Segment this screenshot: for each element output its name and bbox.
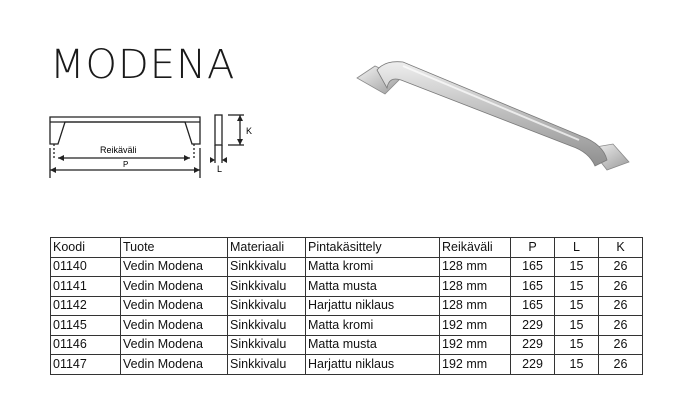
cell-finish: Matta musta (306, 335, 440, 355)
col-header-material: Materiaali (228, 238, 306, 258)
col-header-l: L (555, 238, 599, 258)
cell-code: 01146 (51, 335, 121, 355)
cell-p: 229 (511, 335, 555, 355)
cell-code: 01140 (51, 257, 121, 277)
cell-finish: Matta musta (306, 277, 440, 297)
cell-finish: Harjattu niklaus (306, 355, 440, 375)
cell-p: 165 (511, 257, 555, 277)
table-row (51, 316, 643, 336)
cell-product: Vedin Modena (121, 316, 228, 336)
cell-hole-spacing: 192 mm (440, 316, 511, 336)
cell-p: 165 (511, 296, 555, 316)
cell-code: 01147 (51, 355, 121, 375)
cell-l: 15 (555, 296, 599, 316)
cell-material: Sinkkivalu (228, 296, 306, 316)
cell-hole-spacing: 192 mm (440, 355, 511, 375)
cell-k: 26 (599, 316, 643, 336)
table-row (51, 335, 643, 355)
product-table (50, 237, 643, 375)
cell-product: Vedin Modena (121, 335, 228, 355)
k-label: K (246, 126, 253, 136)
handle-front-outline (50, 117, 200, 144)
page-title: MODENA (50, 42, 236, 88)
cell-l: 15 (555, 316, 599, 336)
cell-l: 15 (555, 257, 599, 277)
col-header-k: K (599, 238, 643, 258)
cell-material: Sinkkivalu (228, 316, 306, 336)
product-image (345, 40, 645, 190)
dimension-diagram (40, 100, 270, 185)
cell-k: 26 (599, 296, 643, 316)
cell-finish: Harjattu niklaus (306, 296, 440, 316)
table-row (51, 277, 643, 297)
cell-hole-spacing: 128 mm (440, 257, 511, 277)
cell-material: Sinkkivalu (228, 335, 306, 355)
cell-material: Sinkkivalu (228, 277, 306, 297)
col-header-finish: Pintakäsittely (306, 238, 440, 258)
cell-product: Vedin Modena (121, 257, 228, 277)
cell-product: Vedin Modena (121, 355, 228, 375)
col-header-code: Koodi (51, 238, 121, 258)
cell-k: 26 (599, 355, 643, 375)
cell-k: 26 (599, 335, 643, 355)
cell-material: Sinkkivalu (228, 257, 306, 277)
col-header-hole-spacing: Reikäväli (440, 238, 511, 258)
cell-p: 229 (511, 316, 555, 336)
cell-hole-spacing: 128 mm (440, 296, 511, 316)
hole-spacing-label: Reikäväli (100, 145, 137, 155)
cell-l: 15 (555, 277, 599, 297)
cell-finish: Matta kromi (306, 316, 440, 336)
table-row (51, 355, 643, 375)
cell-p: 229 (511, 355, 555, 375)
cell-material: Sinkkivalu (228, 355, 306, 375)
cell-code: 01145 (51, 316, 121, 336)
cell-k: 26 (599, 277, 643, 297)
col-header-p: P (511, 238, 555, 258)
l-label: L (217, 164, 223, 174)
cell-hole-spacing: 128 mm (440, 277, 511, 297)
cell-k: 26 (599, 257, 643, 277)
table-row (51, 257, 643, 277)
cell-l: 15 (555, 355, 599, 375)
cell-product: Vedin Modena (121, 296, 228, 316)
col-header-product: Tuote (121, 238, 228, 258)
cell-code: 01141 (51, 277, 121, 297)
cell-l: 15 (555, 335, 599, 355)
cell-p: 165 (511, 277, 555, 297)
cell-product: Vedin Modena (121, 277, 228, 297)
table-header-row (51, 238, 643, 258)
cell-finish: Matta kromi (306, 257, 440, 277)
cell-code: 01142 (51, 296, 121, 316)
cell-hole-spacing: 192 mm (440, 335, 511, 355)
table-row (51, 296, 643, 316)
p-label: P (123, 160, 129, 169)
